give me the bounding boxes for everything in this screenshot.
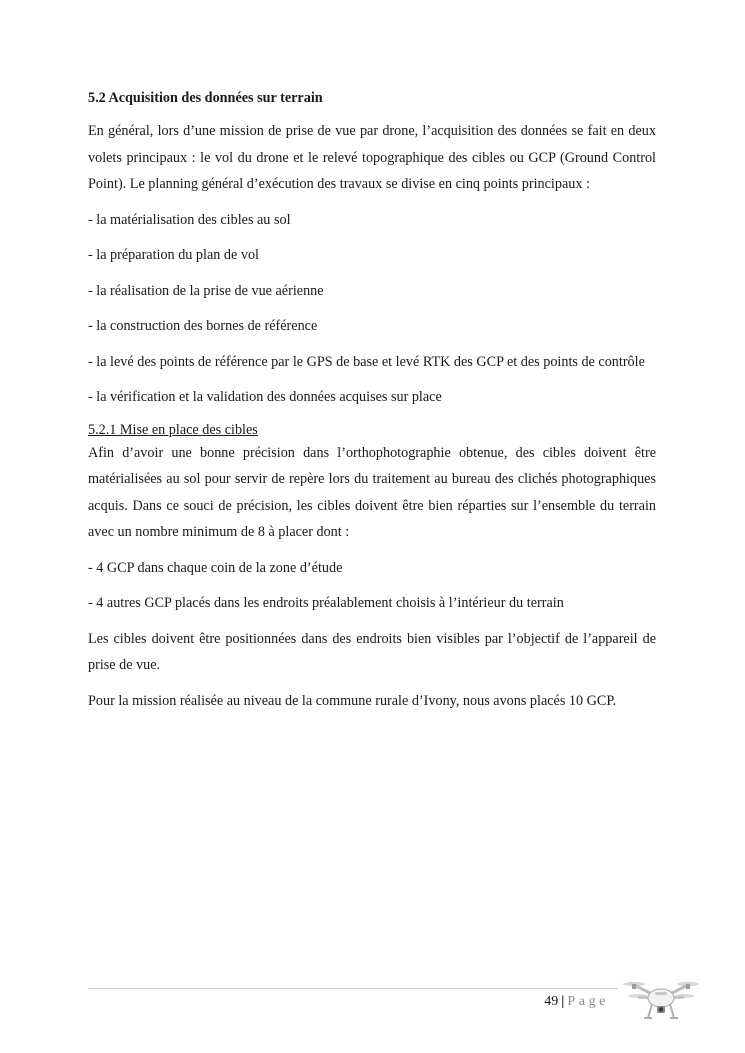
list-item: - 4 autres GCP placés dans les endroits préalablement choisis à l’intérieur du terrain xyxy=(88,595,564,611)
subsection-heading: 5.2.1 Mise en place des cibles xyxy=(88,421,258,438)
list-item: - la vérification et la validation des données acquises sur place xyxy=(88,389,442,405)
list-item: - la matérialisation des cibles au sol xyxy=(88,211,291,228)
mission-paragraph: Pour la mission réalisée au niveau de la commune rurale d’Ivony, nous avons placés 10 GCP. xyxy=(88,692,617,709)
page-footer xyxy=(544,994,609,1010)
targets-paragraph: Afin d’avoir une bonne précision dans l’orthophotographie obtenue, des cibles doivent être matérialisées au sol pour servir de repère lors du traitement au bureau des clichés photographiques acquis. Dans ce souci de précision, les cibles doivent être bien réparties sur l’ensemble du terrain avec un nombre minimum de 8 à placer dont : xyxy=(88,444,656,540)
intro-paragraph: En général, lors d’une mission de prise de vue par drone, l’acquisition des données se fait en deux volets principaux : le vol du drone et le relevé topographique des cibles ou GCP (Ground Control Point). Le planning général d’exécution des travaux se divise en cinq points principaux : xyxy=(88,123,656,192)
drone-icon xyxy=(622,972,700,1024)
list-item: - la préparation du plan de vol xyxy=(88,247,259,263)
section-heading: 5.2 Acquisition des données sur terrain xyxy=(88,90,323,106)
footer-separator: | xyxy=(561,994,565,1009)
list-item: - 4 GCP dans chaque coin de la zone d’étude xyxy=(88,559,343,576)
list-item: - la réalisation de la prise de vue aérienne xyxy=(88,282,324,299)
visibility-paragraph: Les cibles doivent être positionnées dans des endroits bien visibles par l’objectif de l’appareil de prise de vue. xyxy=(88,630,656,673)
list-item: - la construction des bornes de référence xyxy=(88,318,318,334)
page-word: Page xyxy=(567,994,609,1009)
page-number: 49 xyxy=(544,994,559,1009)
page-content xyxy=(88,88,656,714)
list-item: - la levé des points de référence par le GPS de base et levé RTK des GCP et des points de contrôle xyxy=(88,353,645,370)
footer-divider xyxy=(88,988,618,989)
